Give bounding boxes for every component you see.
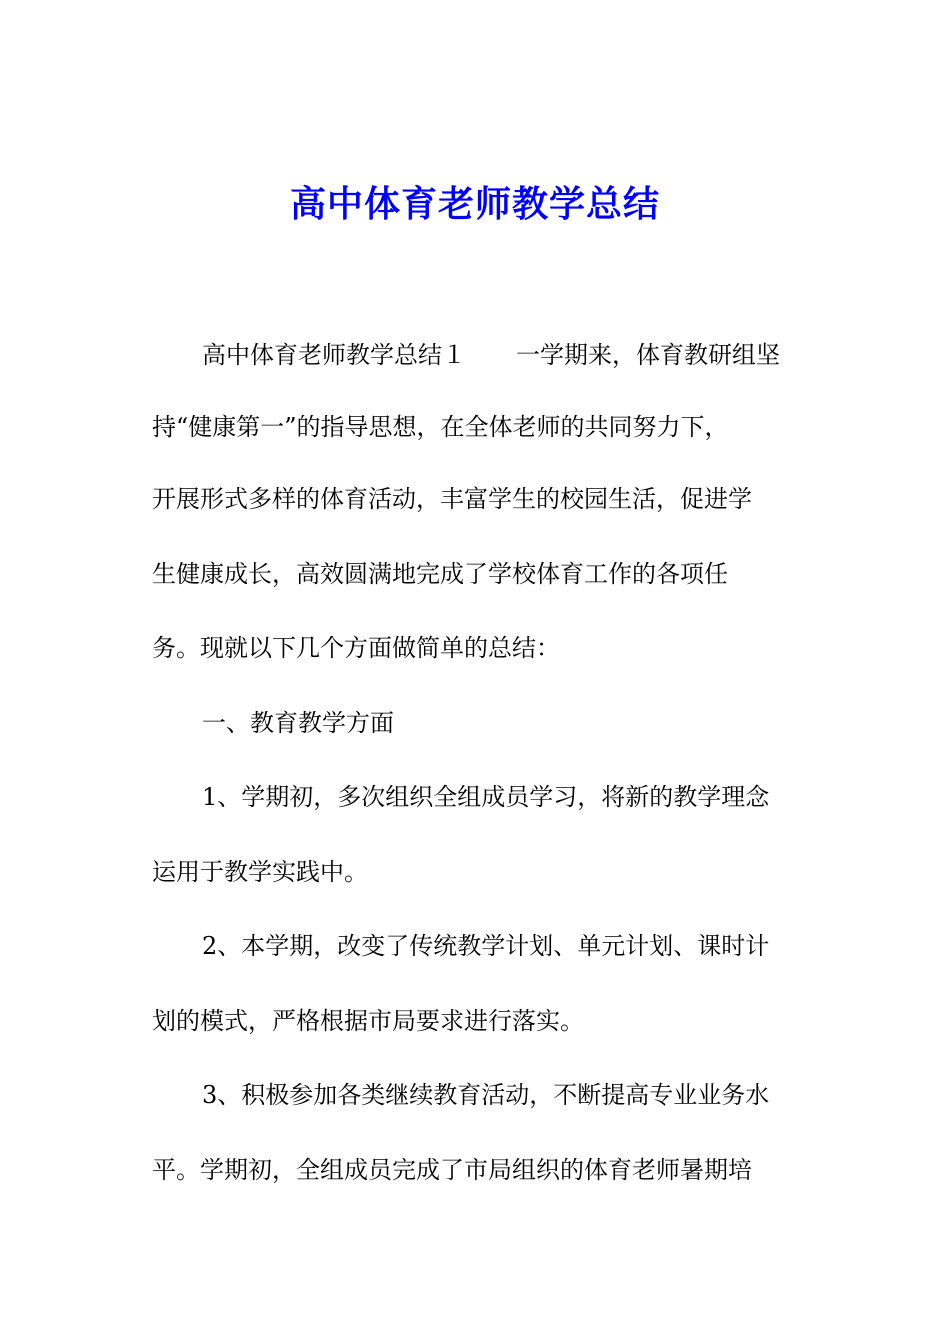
paragraph-line	[202, 339, 780, 371]
paragraph-line: 务。现就以下几个方面做简单的总结：	[152, 634, 560, 662]
paragraph-line: 运用于教学实践中。	[152, 858, 368, 886]
paragraph-line: 持“健康第一”的指导思想，在全体老师的共同努力下，	[152, 413, 729, 441]
paragraph-line: 3、积极参加各类继续教育活动，不断提高专业业务水	[202, 1081, 770, 1109]
paragraph-line: 2、本学期，改变了传统教学计划、单元计划、课时计	[202, 932, 770, 960]
paragraph-line: 生健康成长，高效圆满地完成了学校体育工作的各项任	[152, 560, 728, 588]
paragraph-line: 1、学期初，多次组织全组成员学习，将新的教学理念	[202, 783, 770, 811]
section-heading: 一、教育教学方面	[202, 709, 394, 737]
paragraph-line: 开展形式多样的体育活动，丰富学生的校园生活，促进学	[152, 485, 752, 513]
paragraph-line: 划的模式，严格根据市局要求进行落实。	[152, 1007, 584, 1035]
paragraph-text: 一学期来，体育教研组坚	[516, 341, 780, 369]
paragraph-line: 平。学期初，全组成员完成了市局组织的体育老师暑期培	[152, 1156, 752, 1184]
section-heading-inline: 高中体育老师教学总结１	[202, 341, 466, 369]
document-title: 高中体育老师教学总结	[289, 183, 660, 225]
